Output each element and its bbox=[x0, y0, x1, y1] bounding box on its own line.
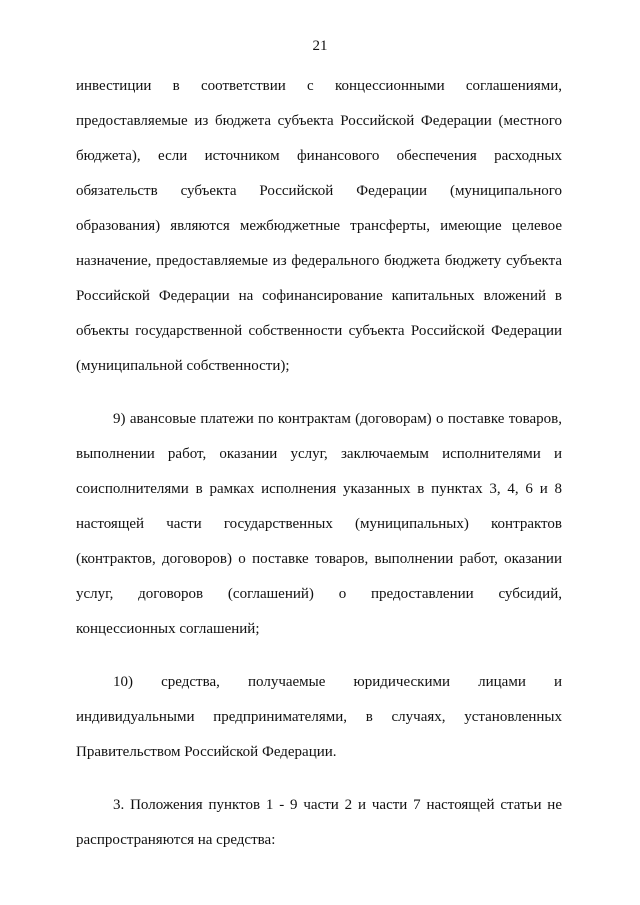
paragraph-item-9 bbox=[76, 408, 562, 653]
paragraph-investments-continuation bbox=[76, 75, 562, 390]
text-line: распространяются на средства: bbox=[76, 832, 276, 848]
text-line: индивидуальными предпринимателями, в случаях, установленных bbox=[76, 709, 562, 725]
text-line: образования) являются межбюджетные трансферты, имеющие целевое bbox=[76, 218, 562, 234]
text-line: назначение, предоставляемые из федерального бюджета бюджету субъекта bbox=[76, 253, 562, 269]
text-line: услуг, договоров (соглашений) о предоставлении субсидий, bbox=[76, 586, 562, 602]
text-line: инвестиции в соответствии с концессионными соглашениями, bbox=[76, 78, 562, 94]
document-body bbox=[76, 75, 562, 864]
text-line: соисполнителями в рамках исполнения указанных в пунктах 3, 4, 6 и 8 bbox=[76, 481, 562, 497]
text-line: 9) авансовые платежи по контрактам (договорам) о поставке товаров, bbox=[113, 411, 562, 427]
text-line: 3. Положения пунктов 1 - 9 части 2 и части 7 настоящей статьи не bbox=[113, 797, 562, 813]
paragraph-gap bbox=[76, 776, 562, 794]
text-line: 10) средства, получаемые юридическими лицами и bbox=[113, 674, 562, 690]
text-line: концессионных соглашений; bbox=[76, 621, 260, 637]
text-line: предоставляемые из бюджета субъекта Российской Федерации (местного bbox=[76, 113, 562, 129]
text-line: Правительством Российской Федерации. bbox=[76, 744, 337, 760]
text-line: выполнении работ, оказании услуг, заключаемым исполнителями и bbox=[76, 446, 562, 462]
text-line: (контрактов, договоров) о поставке товаров, выполнении работ, оказании bbox=[76, 551, 562, 567]
text-line: обязательств субъекта Российской Федерации (муниципального bbox=[76, 183, 562, 199]
paragraph-part-3 bbox=[76, 794, 562, 864]
text-line: объекты государственной собственности субъекта Российской Федерации bbox=[76, 323, 562, 339]
paragraph-gap bbox=[76, 653, 562, 671]
text-line: (муниципальной собственности); bbox=[76, 358, 290, 374]
paragraph-item-10 bbox=[76, 671, 562, 776]
paragraph-gap bbox=[76, 390, 562, 408]
page-number: 21 bbox=[312, 38, 328, 54]
text-line: Российской Федерации на софинансирование капитальных вложений в bbox=[76, 288, 562, 304]
text-line: бюджета), если источником финансового обеспечения расходных bbox=[76, 148, 562, 164]
text-line: настоящей части государственных (муниципальных) контрактов bbox=[76, 516, 562, 532]
